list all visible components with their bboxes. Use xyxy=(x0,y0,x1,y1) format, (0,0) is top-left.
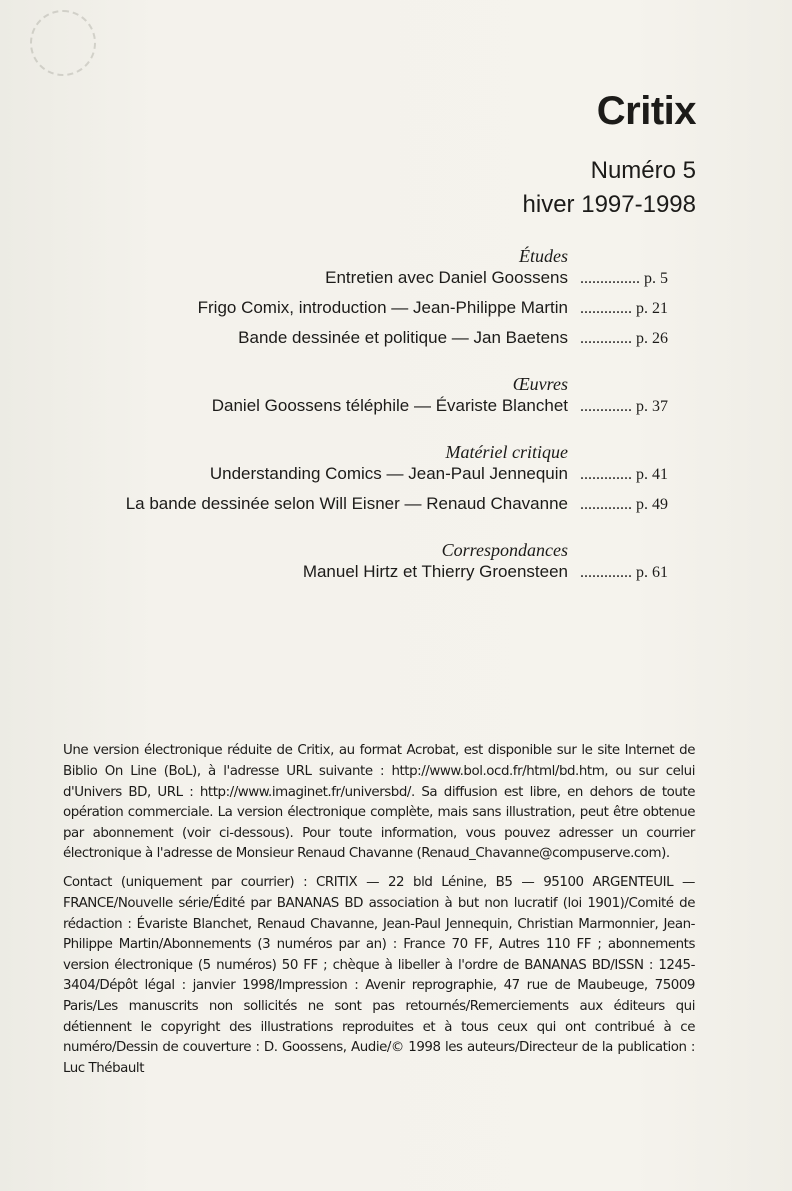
toc-entry xyxy=(60,464,694,494)
toc-entry xyxy=(60,268,694,298)
toc-entry xyxy=(60,494,694,524)
toc-entry xyxy=(60,328,694,358)
toc-entry xyxy=(60,562,694,592)
electronic-version-note: Une version électronique réduite de Critix, au format Acrobat, est disponible sur le site Internet de Biblio On Line (BoL), à l'adresse URL suivante : http://www.bol.ocd.fr/html/bd.htm, ou sur celui d'Univers BD, URL : http://www.imaginet.fr/universbd/. Sa diffusion est libre, en dehors de toute opération commerciale. La version électronique complète, mais sans illustration, peut être obtenue par abonnement (voir ci-dessous). Pour toute information, vous pouvez adresser un courrier électronique à l'adresse de Monsieur Renaud Chavanne (Renaud_Chavanne@compuserve.com). xyxy=(63,743,695,862)
toc-entry-label: Manuel Hirtz et Thierry Groensteen xyxy=(302,562,568,581)
toc-entry-label: Daniel Goossens téléphile — Évariste Blanchet xyxy=(211,396,568,415)
toc-entry-page: ............. p. 41 xyxy=(580,466,668,483)
toc-entry-label: Entretien avec Daniel Goossens xyxy=(325,268,568,287)
section-heading-etudes: Études xyxy=(519,246,568,266)
toc-entry-page: ............. p. 37 xyxy=(580,398,668,415)
toc-entry-page: ............. p. 61 xyxy=(580,564,668,581)
section-heading-oeuvres: Œuvres xyxy=(512,374,568,394)
toc-entry-page: ............. p. 26 xyxy=(580,330,668,347)
table-of-contents xyxy=(60,244,694,592)
toc-entry-label: Understanding Comics — Jean-Paul Jennequin xyxy=(209,464,568,483)
toc-entry-label: La bande dessinée selon Will Eisner — Renaud Chavanne xyxy=(125,494,568,513)
toc-entry-label: Frigo Comix, introduction — Jean-Philippe Martin xyxy=(197,298,568,317)
toc-entry-page: ............. p. 21 xyxy=(580,300,668,317)
library-stamp-mark xyxy=(30,10,96,76)
toc-entry-page: ............... p. 5 xyxy=(580,270,668,287)
section-heading-materiel-critique: Matériel critique xyxy=(445,442,568,462)
masthead xyxy=(523,88,696,220)
section-heading-correspondances: Correspondances xyxy=(441,540,568,560)
toc-entry xyxy=(60,298,694,328)
toc-entry-page: ............. p. 49 xyxy=(580,496,668,513)
toc-entry xyxy=(60,396,694,426)
toc-entry-label: Bande dessinée et politique — Jan Baetens xyxy=(238,328,568,347)
issue-number: Numéro 5 xyxy=(590,157,696,184)
colophon-contact: Contact (uniquement par courrier) : CRITIX — 22 bld Lénine, B5 — 95100 ARGENTEUIL — FRANCE/Nouvelle série/Édité par BANANAS BD association à but non lucratif (loi 1901)/Comité de rédaction : Évariste Blanchet, Renaud Chavanne, Jean-Paul Jennequin, Christian Marmonnier, Jean-Philippe Martin/Abonnements (3 numéros par an) : France 70 FF, Autres 110 FF ; abonnements version électronique (5 numéros) 50 FF ; chèque à libeller à l'ordre de BANANAS BD/ISSN : 1245-3404/Dépôt légal : janvier 1998/Impression : Avenir reprographie, 47 rue de Maubeuge, 75009 Paris/Les manuscrits non sollicités ne sont pas retournés/Remerciements aux éditeurs qui détiennent le copyright des illustrations reproduites et à tous ceux qui ont contribué à ce numéro/Dessin de couverture : D. Goossens, Audie/© 1998 les auteurs/Directeur de la publication : Luc Thébault xyxy=(63,875,695,1076)
issue-season: hiver 1997-1998 xyxy=(522,191,696,218)
journal-title: Critix xyxy=(596,89,696,133)
